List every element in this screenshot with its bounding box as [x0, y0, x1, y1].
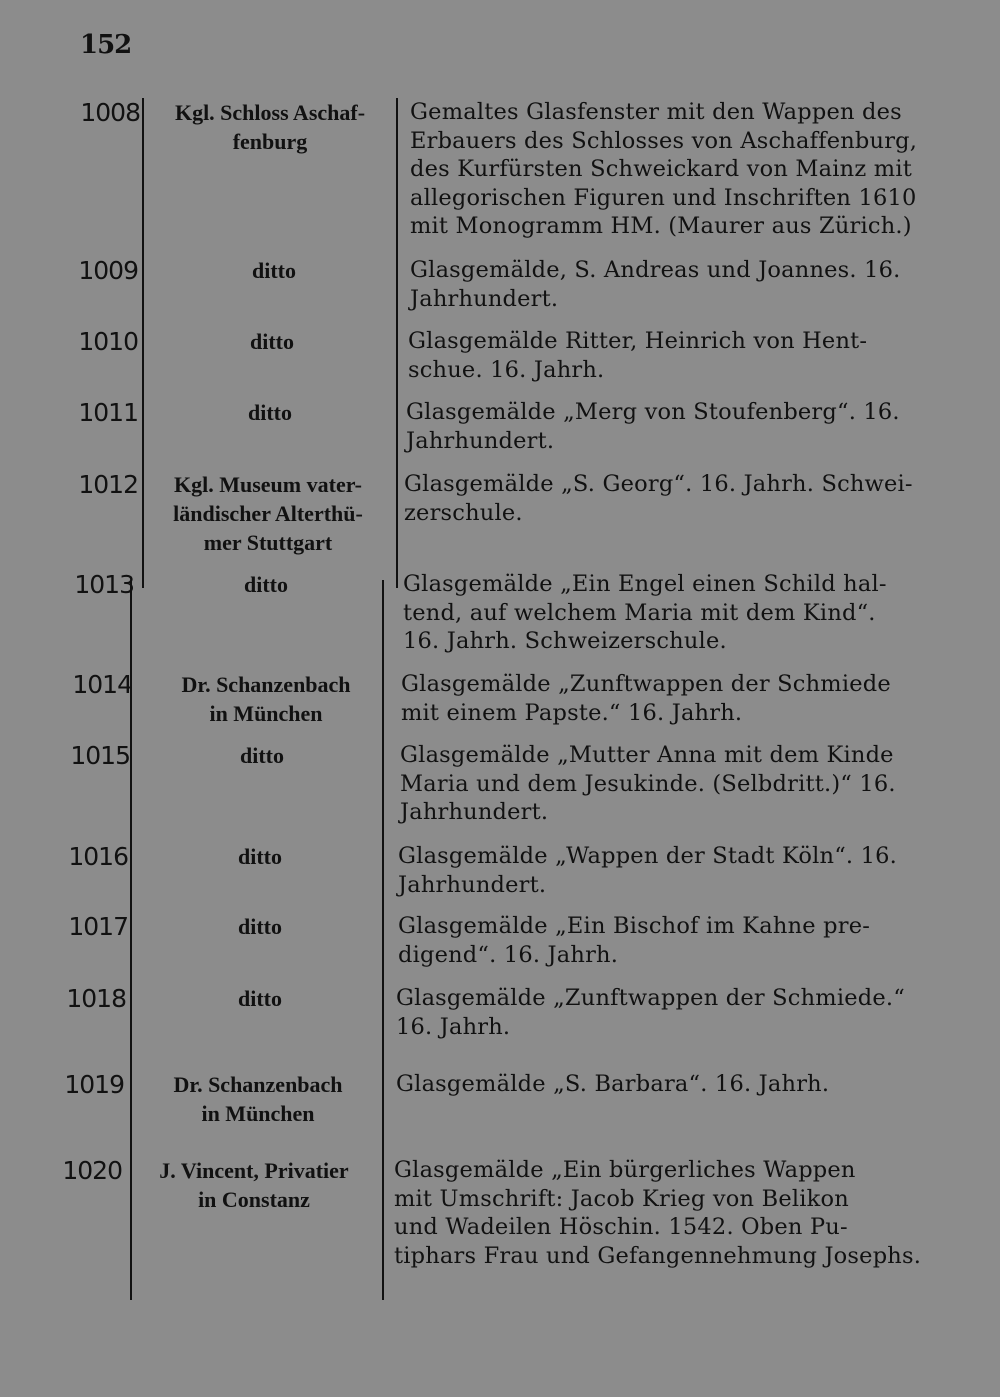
entry-number: 1012 — [78, 470, 138, 499]
entry-description: Glasgemälde „Zunftwappen der Schmiede mit einem Papste.“ 16. Jahrh. — [401, 671, 891, 726]
entry-number: 1013 — [74, 570, 134, 599]
entry-owner: J. Vincent, Privatier in Constanz — [159, 1158, 349, 1212]
entry-owner: Dr. Schanzenbach in München — [181, 672, 351, 726]
number-column-rule — [142, 98, 144, 588]
entry-owner: ditto — [238, 844, 282, 869]
entry-description: Glasgemälde Ritter, Heinrich von Hent- schue. 16. Jahrh. — [408, 328, 868, 383]
entry-number: 1015 — [70, 741, 130, 770]
entry-owner: ditto — [238, 986, 282, 1011]
entry-number: 1009 — [78, 256, 138, 285]
entry-owner: ditto — [238, 914, 282, 939]
entry-description: Gemaltes Glasfenster mit den Wappen des Erbauers des Schlosses von Aschaffenburg, des Kurfürsten Schweickard von Mainz mit allegorischen Figuren und Inschriften 1610 mit Monogramm HM. (Maurer aus Zürich.) — [410, 99, 918, 239]
entry-owner: Kgl. Schloss Aschaf- fenburg — [174, 100, 366, 154]
entry-owner: Dr. Schanzenbach in München — [173, 1072, 343, 1126]
entry-number: 1016 — [68, 842, 128, 871]
entry-description: Glasgemälde „Merg von Stoufenberg“. 16. Jahrhundert. — [406, 399, 900, 454]
entry-owner: ditto — [244, 572, 288, 597]
entry-description: Glasgemälde „Mutter Anna mit dem Kinde Maria und dem Jesukinde. (Selbdritt.)“ 16. Jahrhundert. — [400, 742, 896, 825]
entry-number: 1018 — [66, 984, 126, 1013]
entry-owner: Kgl. Museum vater- ländischer Alterthü- mer Stuttgart — [173, 472, 363, 555]
entry-number: 1019 — [64, 1070, 124, 1099]
entry-owner: ditto — [252, 258, 296, 283]
entry-description: Glasgemälde „Ein Bischof im Kahne pre- digend“. 16. Jahrh. — [398, 913, 871, 968]
entry-owner: ditto — [248, 400, 292, 425]
entry-description: Glasgemälde „Wappen der Stadt Köln“. 16. Jahrhundert. — [398, 843, 897, 898]
entry-description: Glasgemälde, S. Andreas und Joannes. 16. Jahrhundert. — [410, 257, 901, 312]
entry-owner: ditto — [240, 743, 284, 768]
entry-description: Glasgemälde „S. Barbara“. 16. Jahrh. — [396, 1071, 830, 1097]
entry-description: Glasgemälde „Zunftwappen der Schmiede.“ 16. Jahrh. — [396, 985, 905, 1040]
entry-number: 1020 — [62, 1156, 122, 1185]
entry-number: 1014 — [72, 670, 132, 699]
entry-owner: ditto — [250, 329, 294, 354]
page-number: 152 — [80, 30, 132, 60]
owner-column-rule — [396, 98, 398, 588]
entry-description: Glasgemälde „S. Georg“. 16. Jahrh. Schwei- zerschule. — [404, 471, 913, 526]
entry-description: Glasgemälde „Ein Engel einen Schild hal- tend, auf welchem Maria mit dem Kind“. 16. Jahrh. Schweizerschule. — [403, 571, 887, 654]
entry-description: Glasgemälde „Ein bürgerliches Wappen mit Umschrift: Jacob Krieg von Belikon und Wadeilen Höschin. 1542. Oben Pu- tiphars Frau und Gefangennehmung Josephs. — [394, 1157, 922, 1269]
entry-number: 1011 — [78, 398, 138, 427]
entry-number: 1008 — [80, 98, 140, 127]
entry-number: 1010 — [78, 327, 138, 356]
entry-number: 1017 — [68, 912, 128, 941]
